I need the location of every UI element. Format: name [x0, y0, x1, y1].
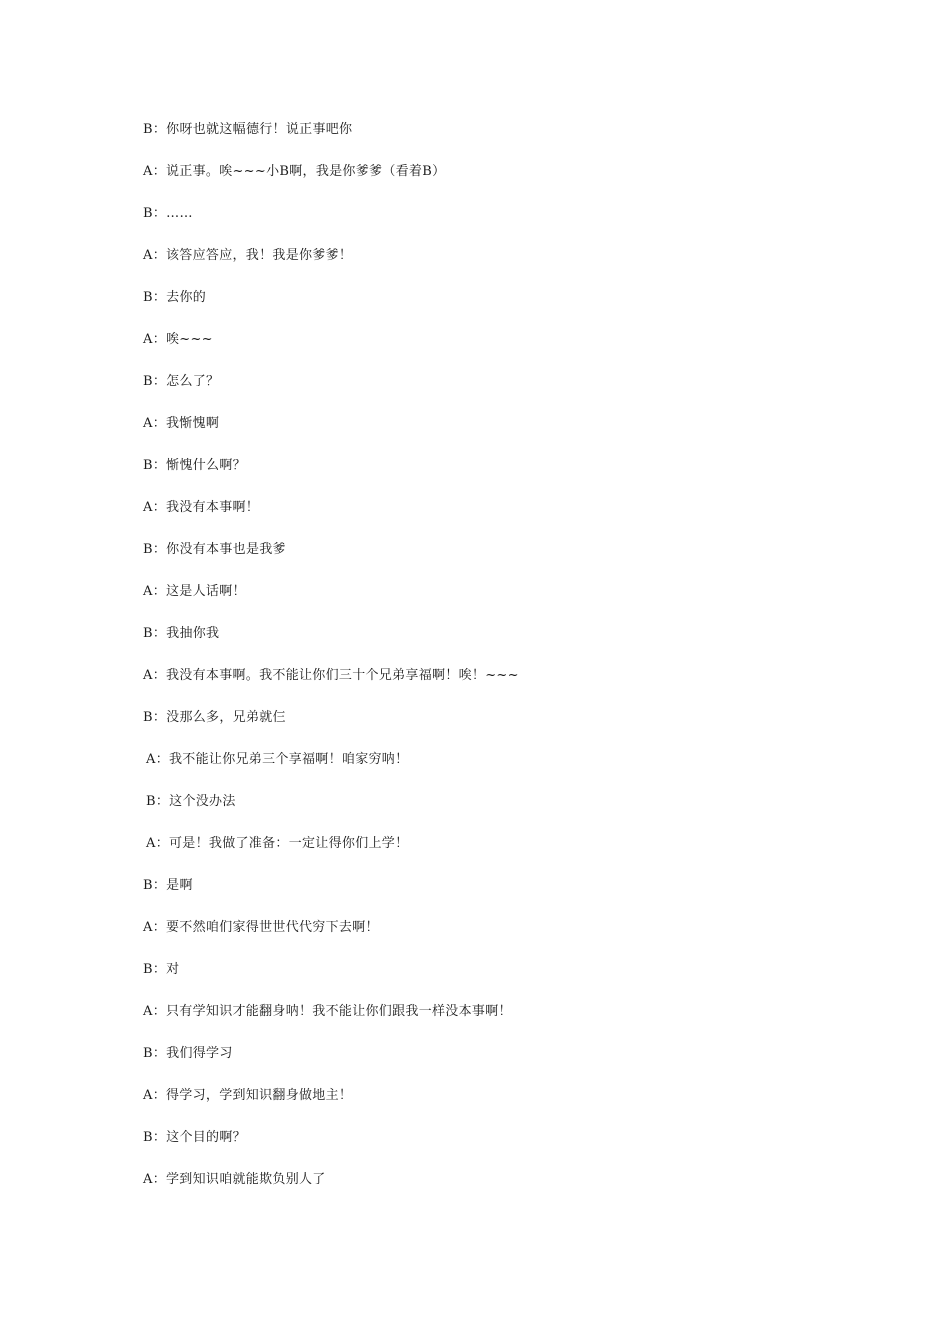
dialogue-line: A：我不能让你兄弟三个享福啊！咱家穷呐！	[146, 752, 409, 767]
dialogue-line: B：怎么了？	[143, 374, 220, 389]
dialogue-line: B：你呀也就这幅德行！说正事吧你	[143, 122, 353, 137]
dialogue-line: B：我们得学习	[143, 1046, 233, 1061]
dialogue-line: A：我没有本事啊。我不能让你们三十个兄弟享福啊！唉！~~~	[143, 668, 519, 683]
dialogue-line: A：只有学知识才能翻身呐！我不能让你们跟我一样没本事啊！	[143, 1004, 512, 1019]
dialogue-line: A：该答应答应，我！我是你爹爹！	[143, 248, 353, 263]
dialogue-line: A：可是！我做了准备：一定让得你们上学！	[146, 836, 409, 851]
dialogue-line: B：去你的	[143, 290, 207, 305]
dialogue-line: A：这是人话啊！	[143, 584, 246, 599]
dialogue-line: A：要不然咱们家得世世代代穷下去啊！	[143, 920, 379, 935]
dialogue-line: A：我惭愧啊	[143, 416, 220, 431]
dialogue-line: A：我没有本事啊！	[143, 500, 260, 515]
dialogue-line: B：对	[143, 962, 180, 977]
dialogue-line: B：惭愧什么啊？	[143, 458, 246, 473]
dialogue-line: A：说正事。唉~~~小B啊，我是你爹爹（看着B）	[143, 164, 446, 179]
dialogue-line: A：学到知识咱就能欺负别人了	[143, 1172, 326, 1187]
dialogue-line: B：你没有本事也是我爹	[143, 542, 286, 557]
dialogue-script	[143, 119, 519, 1211]
dialogue-line: A：唉~~~	[143, 332, 213, 347]
dialogue-line: A：得学习，学到知识翻身做地主！	[143, 1088, 353, 1103]
dialogue-line: B：……	[143, 206, 193, 221]
dialogue-line: B：这个目的啊？	[143, 1130, 246, 1145]
dialogue-line: B：我抽你我	[143, 626, 220, 641]
dialogue-line: B：这个没办法	[146, 794, 236, 809]
dialogue-line: B：没那么多，兄弟就仨	[143, 710, 286, 725]
dialogue-line: B：是啊	[143, 878, 193, 893]
